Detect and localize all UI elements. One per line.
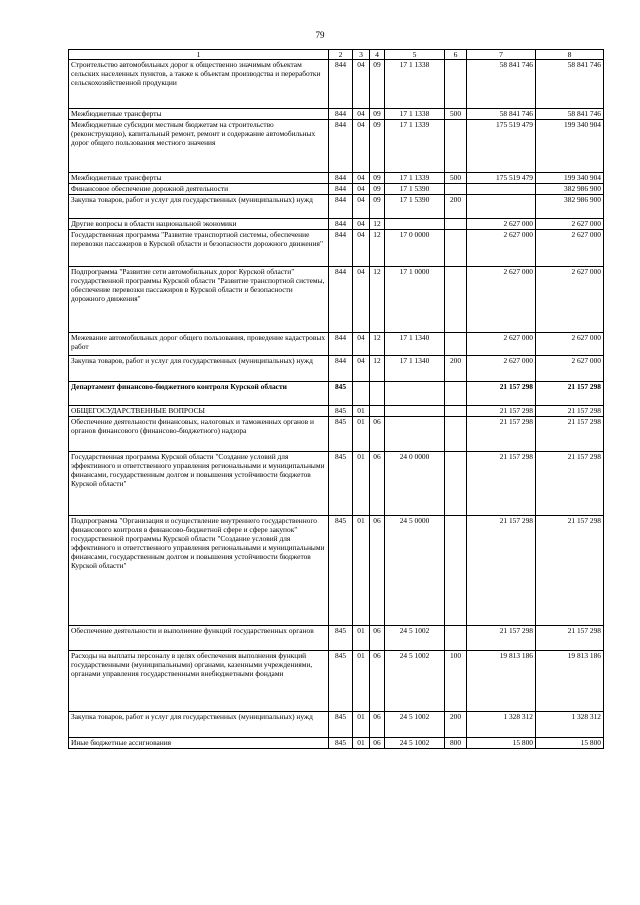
row-code-expense-type [445,267,467,333]
row-code-expense-type [445,406,467,417]
row-amount-year2: 58 841 746 [536,109,604,120]
row-amount-year1: 21 157 298 [467,406,536,417]
row-amount-year2: 2 627 000 [536,267,604,333]
row-amount-year2: 382 986 900 [536,195,604,219]
row-code-subsection: 06 [370,417,385,452]
row-code-target [385,406,445,417]
row-code-ministry: 845 [329,712,353,738]
row-code-subsection: 12 [370,267,385,333]
row-amount-year1: 21 157 298 [467,516,536,626]
row-code-ministry: 845 [329,516,353,626]
row-amount-year2: 199 340 904 [536,120,604,173]
row-code-section: 04 [353,120,370,173]
row-code-expense-type: 200 [445,195,467,219]
row-name: Другие вопросы в области национальной экономики [69,219,329,230]
row-code-ministry: 844 [329,356,353,382]
row-code-target: 17 0 0000 [385,230,445,267]
row-amount-year1: 21 157 298 [467,417,536,452]
row-code-subsection [370,382,385,406]
row-code-section: 01 [353,417,370,452]
row-amount-year1 [467,195,536,219]
row-code-subsection: 06 [370,516,385,626]
row-code-expense-type: 100 [445,651,467,712]
row-amount-year2: 21 157 298 [536,452,604,516]
row-code-ministry: 845 [329,382,353,406]
table-row [69,516,604,626]
table-row [69,738,604,749]
row-code-section: 04 [353,230,370,267]
table-row [69,173,604,184]
table-row [69,120,604,173]
table-row [69,406,604,417]
row-code-ministry: 845 [329,452,353,516]
row-name: Закупка товаров, работ и услуг для государственных (муниципальных) нужд [69,712,329,738]
row-code-target: 17 1 1339 [385,173,445,184]
header-col-6: 6 [445,50,467,60]
row-code-subsection: 12 [370,219,385,230]
row-code-ministry: 844 [329,333,353,356]
table-row [69,230,604,267]
row-code-section: 04 [353,184,370,195]
row-code-target [385,382,445,406]
row-code-expense-type [445,219,467,230]
row-code-target: 24 0 0000 [385,452,445,516]
row-code-ministry: 844 [329,219,353,230]
row-name: Закупка товаров, работ и услуг для государственных (муниципальных) нужд [69,195,329,219]
row-code-section: 01 [353,406,370,417]
row-amount-year2: 1 328 312 [536,712,604,738]
header-col-5: 5 [385,50,445,60]
row-code-subsection: 09 [370,173,385,184]
row-amount-year1: 1 328 312 [467,712,536,738]
row-code-ministry: 844 [329,173,353,184]
header-row [69,50,604,60]
row-code-section: 01 [353,651,370,712]
row-name: Подпрограмма "Организация и осуществление внутреннего государственного финансового контроля в финансово-бюджетной сфере и сфере закупок" государственной программы Курской области "Создание условий для эффективного и ответственного управления региональными и муниципальными финансами, государственным долгом и повышения устойчивости бюджетов Курской области" [69,516,329,626]
row-code-ministry: 845 [329,417,353,452]
row-amount-year1: 58 841 746 [467,109,536,120]
row-amount-year1: 15 800 [467,738,536,749]
row-amount-year2: 15 800 [536,738,604,749]
row-code-section: 01 [353,516,370,626]
row-amount-year1: 2 627 000 [467,356,536,382]
row-code-section: 04 [353,333,370,356]
row-amount-year1: 21 157 298 [467,452,536,516]
header-col-1: 1 [69,50,329,60]
row-amount-year1: 21 157 298 [467,626,536,651]
row-code-ministry: 845 [329,626,353,651]
row-name: Подпрограмма "Развитие сети автомобильных дорог Курской области" государственной программы Курской области "Развитие транспортной системы, обеспечение перевозки пассажиров в Курской области и безопасности дорожного движения" [69,267,329,333]
row-name: Межбюджетные трансферты [69,173,329,184]
header-col-2: 2 [329,50,353,60]
row-code-expense-type: 500 [445,109,467,120]
row-amount-year1: 175 519 479 [467,173,536,184]
row-amount-year2: 2 627 000 [536,230,604,267]
row-amount-year2: 2 627 000 [536,219,604,230]
row-code-ministry: 845 [329,738,353,749]
row-code-ministry: 844 [329,184,353,195]
row-name: Межбюджетные трансферты [69,109,329,120]
row-code-target: 17 1 1338 [385,109,445,120]
row-code-target: 24 5 1002 [385,738,445,749]
table-row [69,267,604,333]
row-code-subsection: 09 [370,60,385,109]
row-amount-year1 [467,184,536,195]
row-code-target: 17 1 1338 [385,60,445,109]
row-code-section: 04 [353,356,370,382]
row-code-subsection: 09 [370,120,385,173]
row-code-expense-type: 200 [445,356,467,382]
row-code-subsection: 06 [370,626,385,651]
row-code-expense-type: 500 [445,173,467,184]
row-amount-year1: 19 813 186 [467,651,536,712]
row-code-expense-type [445,382,467,406]
budget-table [68,49,604,749]
row-name: ОБЩЕГОСУДАРСТВЕННЫЕ ВОПРОСЫ [69,406,329,417]
row-code-expense-type [445,417,467,452]
row-name: Межбюджетные субсидии местным бюджетам на строительство (реконструкцию), капитальный ремонт, ремонт и содержание автомобильных дорог общего пользования местного значения [69,120,329,173]
table-body [69,60,604,749]
row-amount-year2: 2 627 000 [536,333,604,356]
row-code-ministry: 844 [329,195,353,219]
row-amount-year2: 382 986 900 [536,184,604,195]
row-code-section: 01 [353,738,370,749]
row-code-subsection: 12 [370,356,385,382]
row-code-ministry: 844 [329,267,353,333]
row-code-section: 04 [353,219,370,230]
table-row [69,417,604,452]
row-amount-year2: 199 340 904 [536,173,604,184]
table-row [69,184,604,195]
table-row [69,356,604,382]
row-code-target: 17 1 5390 [385,195,445,219]
row-code-ministry: 845 [329,651,353,712]
row-code-subsection: 06 [370,738,385,749]
row-name: Межевание автомобильных дорог общего пользования, проведение кадастровых работ [69,333,329,356]
row-name: Департамент финансово-бюджетного контроля Курской области [69,382,329,406]
row-code-subsection: 12 [370,230,385,267]
row-code-subsection: 06 [370,452,385,516]
row-code-target: 24 5 1002 [385,626,445,651]
row-amount-year2: 21 157 298 [536,516,604,626]
row-code-subsection: 09 [370,195,385,219]
row-amount-year2: 58 841 746 [536,60,604,109]
row-code-expense-type: 800 [445,738,467,749]
row-amount-year2: 21 157 298 [536,382,604,406]
row-code-subsection: 06 [370,651,385,712]
table-row [69,712,604,738]
row-code-subsection: 06 [370,712,385,738]
row-code-subsection [370,406,385,417]
row-code-expense-type [445,120,467,173]
row-name: Обеспечение деятельности финансовых, налоговых и таможенных органов и органов финансового (финансово-бюджетного) надзора [69,417,329,452]
row-name: Обеспечение деятельности и выполнение функций государственных органов [69,626,329,651]
row-code-target: 17 1 0000 [385,267,445,333]
row-code-expense-type [445,60,467,109]
row-code-target: 24 5 1002 [385,712,445,738]
header-col-4: 4 [370,50,385,60]
row-amount-year2: 21 157 298 [536,626,604,651]
row-code-subsection: 09 [370,109,385,120]
row-code-section: 04 [353,109,370,120]
table-row [69,60,604,109]
row-amount-year2: 21 157 298 [536,417,604,452]
row-code-expense-type: 200 [445,712,467,738]
table-row [69,109,604,120]
row-name: Расходы на выплаты персоналу в целях обеспечения выполнения функций государственными (муниципальными) органами, казенными учреждениями, органами управления государственными внебюджетными фондами [69,651,329,712]
row-code-ministry: 844 [329,109,353,120]
row-code-ministry: 844 [329,120,353,173]
row-name: Государственная программа "Развитие транспортной системы, обеспечение перевозки пассажиров в Курской области и безопасности дорожного движения" [69,230,329,267]
row-code-target: 24 5 0000 [385,516,445,626]
row-code-expense-type [445,452,467,516]
row-amount-year1: 2 627 000 [467,230,536,267]
row-amount-year1: 2 627 000 [467,267,536,333]
row-code-target: 17 1 5390 [385,184,445,195]
header-col-3: 3 [353,50,370,60]
row-amount-year1: 2 627 000 [467,333,536,356]
row-code-target: 17 1 1339 [385,120,445,173]
row-code-section: 01 [353,452,370,516]
row-name: Закупка товаров, работ и услуг для государственных (муниципальных) нужд [69,356,329,382]
row-code-section: 04 [353,173,370,184]
row-name: Финансовое обеспечение дорожной деятельности [69,184,329,195]
row-code-subsection: 12 [370,333,385,356]
row-code-ministry: 844 [329,230,353,267]
row-code-section: 04 [353,60,370,109]
row-code-expense-type [445,516,467,626]
row-amount-year2: 19 813 186 [536,651,604,712]
row-amount-year2: 2 627 000 [536,356,604,382]
page-number: 79 [315,30,325,40]
row-code-subsection: 09 [370,184,385,195]
row-name: Иные бюджетные ассигнования [69,738,329,749]
row-amount-year1: 175 519 479 [467,120,536,173]
row-code-section: 01 [353,712,370,738]
row-name: Строительство автомобильных дорог к общественно значимым объектам сельских населенных пунктов, а также к объектам производства и переработки сельскохозяйственной продукции [69,60,329,109]
row-code-ministry: 844 [329,60,353,109]
row-code-section: 04 [353,195,370,219]
row-code-section: 04 [353,267,370,333]
table-row [69,219,604,230]
row-code-target [385,417,445,452]
row-code-expense-type [445,230,467,267]
row-code-expense-type [445,184,467,195]
row-amount-year1: 21 157 298 [467,382,536,406]
header-col-8: 8 [536,50,604,60]
row-code-expense-type [445,626,467,651]
row-name: Государственная программа Курской области "Создание условий для эффективного и ответственного управления региональными и муниципальными финансами, государственным долгом и повышения устойчивости бюджетов Курской области" [69,452,329,516]
header-col-7: 7 [467,50,536,60]
table-row [69,195,604,219]
row-code-target: 17 1 1340 [385,333,445,356]
table-row [69,333,604,356]
row-amount-year1: 2 627 000 [467,219,536,230]
row-code-target: 17 1 1340 [385,356,445,382]
row-amount-year1: 58 841 746 [467,60,536,109]
table-row [69,452,604,516]
table-row [69,651,604,712]
row-code-target: 24 5 1002 [385,651,445,712]
row-code-expense-type [445,333,467,356]
table-row [69,382,604,406]
row-code-section [353,382,370,406]
row-code-target [385,219,445,230]
row-code-ministry: 845 [329,406,353,417]
row-code-section: 01 [353,626,370,651]
row-amount-year2: 21 157 298 [536,406,604,417]
table-row [69,626,604,651]
